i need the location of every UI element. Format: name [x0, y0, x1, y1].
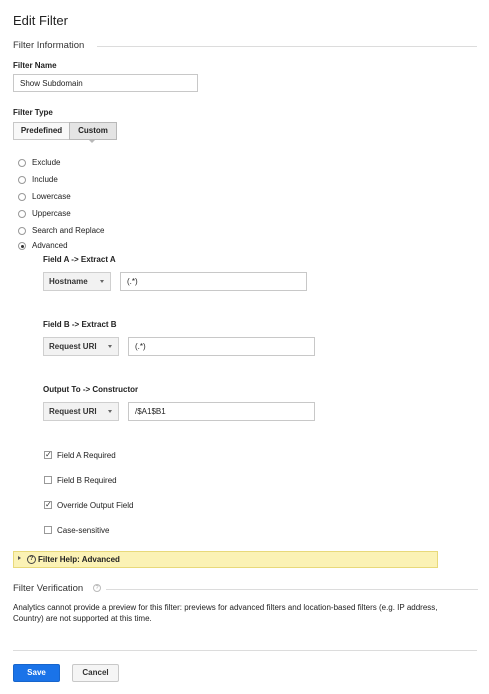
chevron-right-icon: [18, 556, 21, 560]
tab-predefined[interactable]: Predefined: [13, 122, 69, 140]
checkbox-label-field-b-required: Field B Required: [57, 476, 117, 485]
checkbox-label-case-sensitive: Case-sensitive: [57, 526, 110, 535]
chevron-down-icon: [108, 410, 112, 413]
checkbox-field-a-required[interactable]: ✓: [45, 450, 52, 459]
radio-uppercase[interactable]: [18, 210, 26, 218]
output-dropdown-value: Request URI: [49, 407, 97, 416]
output-constructor-input[interactable]: [128, 402, 315, 421]
filter-name-input[interactable]: [13, 74, 198, 92]
save-button[interactable]: Save: [13, 664, 60, 682]
radio-exclude[interactable]: [18, 159, 26, 167]
verification-message-line: Country) are not supported at this time.: [13, 614, 152, 623]
field-a-label: Field A -> Extract A: [43, 255, 116, 264]
filter-name-label: Filter Name: [13, 61, 57, 70]
info-icon[interactable]: ?: [93, 584, 101, 592]
tab-selected-caret: [88, 139, 96, 143]
field-a-dropdown-value: Hostname: [49, 277, 88, 286]
field-a-extract-input[interactable]: [120, 272, 307, 291]
help-icon: ?: [27, 555, 36, 564]
checkbox-field-b-required[interactable]: [44, 476, 52, 484]
radio-label-exclude: Exclude: [32, 158, 61, 167]
output-label: Output To -> Constructor: [43, 385, 139, 394]
footer-divider: [13, 650, 477, 651]
filter-verification-heading: Filter Verification: [13, 583, 84, 594]
checkbox-case-sensitive[interactable]: [44, 526, 52, 534]
chevron-down-icon: [108, 345, 112, 348]
checkbox-override-output-field[interactable]: ✓: [45, 500, 52, 509]
section-divider: [97, 46, 477, 47]
radio-label-search-and-replace: Search and Replace: [32, 226, 105, 235]
radio-search-and-replace[interactable]: [18, 227, 26, 235]
field-a-dropdown[interactable]: [43, 272, 111, 291]
checkbox-label-override-output-field: Override Output Field: [57, 501, 134, 510]
section-divider: [106, 589, 478, 590]
radio-label-uppercase: Uppercase: [32, 209, 71, 218]
filter-information-heading: Filter Information: [13, 40, 85, 51]
tab-custom[interactable]: Custom: [69, 122, 117, 140]
radio-lowercase[interactable]: [18, 193, 26, 201]
field-b-extract-input[interactable]: [128, 337, 315, 356]
filter-help-label: Filter Help: Advanced: [38, 555, 120, 564]
cancel-button[interactable]: Cancel: [72, 664, 119, 682]
radio-advanced[interactable]: [18, 242, 26, 250]
field-b-dropdown[interactable]: [43, 337, 119, 356]
chevron-down-icon: [100, 280, 104, 283]
radio-include[interactable]: [18, 176, 26, 184]
radio-label-advanced: Advanced: [32, 241, 68, 250]
verification-message: [13, 602, 489, 624]
output-dropdown[interactable]: [43, 402, 119, 421]
radio-label-include: Include: [32, 175, 58, 184]
filter-help-toggle[interactable]: [13, 551, 438, 568]
page-title: Edit Filter: [13, 13, 68, 28]
radio-label-lowercase: Lowercase: [32, 192, 71, 201]
checkbox-label-field-a-required: Field A Required: [57, 451, 116, 460]
field-b-label: Field B -> Extract B: [43, 320, 117, 329]
verification-message-line: Analytics cannot provide a preview for this filter: previews for advanced filters and location-based filters (e.g. IP address,: [13, 603, 438, 612]
field-b-dropdown-value: Request URI: [49, 342, 97, 351]
filter-type-label: Filter Type: [13, 108, 53, 117]
